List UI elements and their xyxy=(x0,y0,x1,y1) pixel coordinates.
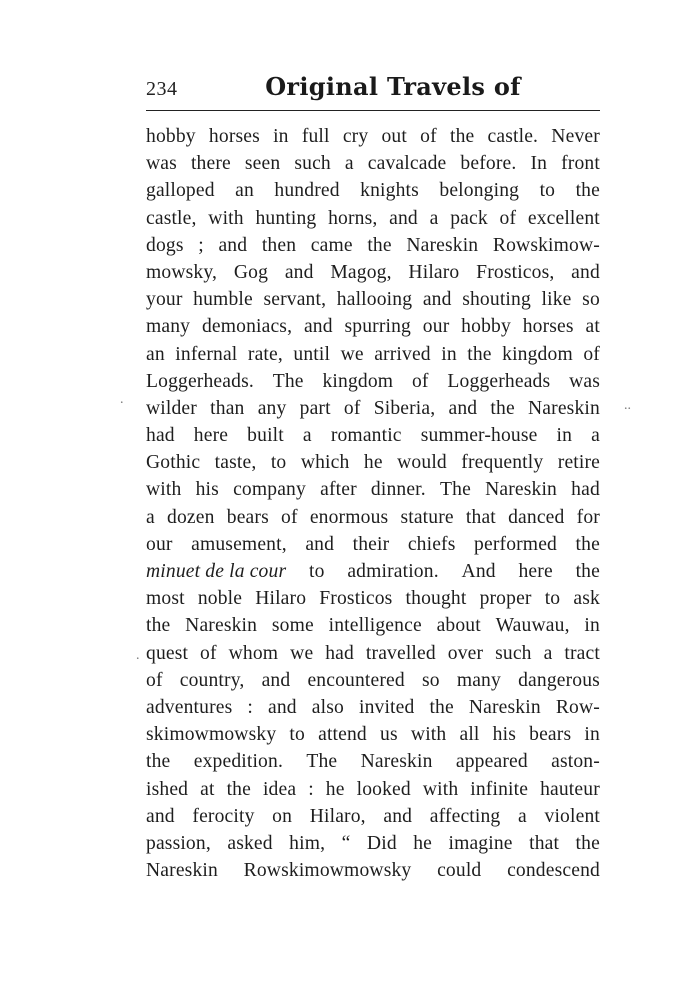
word: Magog, xyxy=(330,261,392,283)
word: some xyxy=(271,615,314,637)
word: the xyxy=(490,397,515,419)
word: dogs xyxy=(146,234,184,256)
word: and xyxy=(571,261,600,283)
word: of xyxy=(499,207,517,229)
word: we xyxy=(290,642,314,664)
word: that xyxy=(529,832,560,854)
word: of xyxy=(411,370,429,392)
word: and xyxy=(383,805,413,827)
word: idea xyxy=(262,778,297,800)
body-text xyxy=(146,123,600,884)
word: our xyxy=(422,316,450,338)
word: here xyxy=(193,425,229,447)
word: any xyxy=(257,397,287,419)
word: asked xyxy=(227,832,273,854)
word: looked xyxy=(356,778,411,800)
word: of xyxy=(146,669,163,691)
word: front xyxy=(561,153,600,175)
word: Row- xyxy=(555,696,600,718)
text-line xyxy=(146,150,600,177)
word: could xyxy=(437,860,482,882)
word: dinner. xyxy=(370,479,426,501)
word: Wauwau, xyxy=(495,615,570,637)
word: seen xyxy=(244,153,281,175)
word: ferocity xyxy=(192,805,255,827)
word: excellent xyxy=(527,207,600,229)
word: of xyxy=(200,642,217,664)
word: Hilaro xyxy=(255,588,307,610)
word: like xyxy=(541,289,572,311)
word: The xyxy=(272,370,304,392)
word: with xyxy=(410,724,447,746)
running-head xyxy=(146,72,600,106)
word: chiefs xyxy=(407,533,456,555)
word: dangerous xyxy=(518,669,600,691)
word: and xyxy=(303,316,333,338)
word: noble xyxy=(197,588,243,610)
text-line xyxy=(146,313,600,340)
word: danced xyxy=(508,506,565,528)
word: tract xyxy=(564,642,600,664)
word: stature xyxy=(400,506,454,528)
text-line xyxy=(146,341,600,368)
text-line xyxy=(146,640,600,667)
word: Nareskin xyxy=(528,397,600,419)
word: for xyxy=(576,506,600,528)
word: the xyxy=(575,180,600,202)
word: many xyxy=(456,669,501,691)
italic-phrase: minuet de la cour xyxy=(146,561,287,582)
word: came xyxy=(310,234,353,256)
text-line xyxy=(146,857,600,884)
word: than xyxy=(210,397,245,419)
text-line xyxy=(146,232,600,259)
word: aston- xyxy=(551,751,600,773)
word: condescend xyxy=(507,860,600,882)
word: Did xyxy=(366,832,397,854)
word: a xyxy=(429,207,439,229)
word: out xyxy=(381,126,407,147)
word: a xyxy=(591,425,600,447)
word: to xyxy=(309,561,325,582)
word: had xyxy=(325,642,354,664)
word: Hilaro, xyxy=(309,805,366,827)
word: Never xyxy=(551,126,600,147)
text-line xyxy=(146,803,600,830)
word: Hilaro xyxy=(408,261,460,283)
word: taste, xyxy=(214,452,257,474)
word: in xyxy=(584,615,600,637)
word: in xyxy=(584,724,600,746)
margin-speck: . xyxy=(120,392,124,407)
word: hundred xyxy=(274,180,340,202)
word: And xyxy=(461,561,496,582)
word: he xyxy=(413,832,433,854)
word: appeared xyxy=(455,751,528,773)
word: ask xyxy=(573,588,600,610)
word: Loggerheads. xyxy=(146,370,254,392)
word: which xyxy=(300,452,350,474)
word: expedition. xyxy=(193,751,283,773)
word: about xyxy=(436,615,481,637)
word: intelligence xyxy=(328,615,422,637)
word: after xyxy=(320,479,357,501)
word: a xyxy=(518,805,527,827)
word: Siberia, xyxy=(373,397,436,419)
word: bears xyxy=(529,724,572,746)
word: us xyxy=(380,724,398,746)
word: company xyxy=(233,479,306,501)
word: quest xyxy=(146,642,189,664)
text-line xyxy=(146,205,600,232)
word: dozen xyxy=(167,506,215,528)
word: his xyxy=(195,479,219,501)
word: proper xyxy=(479,588,532,610)
word: kingdom xyxy=(322,370,394,392)
word: the xyxy=(146,615,171,637)
word: invited xyxy=(358,696,415,718)
word: would xyxy=(397,452,447,474)
word: hobby xyxy=(461,316,511,338)
text-line xyxy=(146,694,600,721)
word: passion, xyxy=(146,832,211,854)
word: that xyxy=(465,506,496,528)
text-line xyxy=(146,667,600,694)
word: Gothic xyxy=(146,452,201,474)
word: admiration. xyxy=(347,561,439,582)
word: whom xyxy=(228,642,279,664)
word: with xyxy=(208,207,244,229)
word: the xyxy=(367,234,392,256)
word: Loggerheads xyxy=(447,370,551,392)
word: of xyxy=(583,343,600,365)
word: amusement, xyxy=(191,533,287,555)
word: here xyxy=(518,561,553,582)
text-line xyxy=(146,830,600,857)
word: horses xyxy=(522,316,574,338)
word: affecting xyxy=(429,805,501,827)
word: until xyxy=(293,343,331,365)
word: and xyxy=(218,234,248,256)
word: then xyxy=(261,234,297,256)
text-line xyxy=(146,449,600,476)
word: Nareskin xyxy=(146,860,218,882)
word: cavalcade xyxy=(367,153,447,175)
word: wilder xyxy=(146,397,197,419)
word: to xyxy=(289,724,305,746)
word: knights xyxy=(360,180,419,202)
word: in xyxy=(556,425,573,447)
word: thought xyxy=(405,588,467,610)
word: before. xyxy=(460,153,517,175)
word: had xyxy=(146,425,175,447)
word: Rowskimow- xyxy=(492,234,600,256)
word: with xyxy=(146,479,182,501)
text-line xyxy=(146,476,600,503)
word: castle. xyxy=(487,126,539,147)
word: encountered xyxy=(307,669,405,691)
word: had xyxy=(571,479,600,501)
word: infinite xyxy=(470,778,529,800)
word: to xyxy=(270,452,287,474)
page-number: 234 xyxy=(146,78,178,100)
word: enormous xyxy=(309,506,389,528)
word: Nareskin xyxy=(468,696,541,718)
word: full xyxy=(301,126,330,147)
text-line xyxy=(146,259,600,286)
word: hallooing xyxy=(336,289,413,311)
word: many xyxy=(146,316,191,338)
word: The xyxy=(306,751,338,773)
word: also xyxy=(311,696,344,718)
margin-speck: . xyxy=(136,648,140,663)
text-line xyxy=(146,748,600,775)
word: an xyxy=(146,343,165,365)
word: so xyxy=(421,669,440,691)
word: their xyxy=(352,533,390,555)
word: demoniacs, xyxy=(201,316,293,338)
word: servant, xyxy=(263,289,327,311)
word: horses xyxy=(208,126,260,147)
word: of xyxy=(281,506,298,528)
word: Nareskin xyxy=(485,479,558,501)
word: a xyxy=(302,425,312,447)
word: and xyxy=(284,261,314,283)
word: spurring xyxy=(344,316,411,338)
word: attend xyxy=(318,724,367,746)
word: ; xyxy=(198,234,204,256)
word: our xyxy=(146,533,173,555)
word: frequently xyxy=(461,452,544,474)
word: cry xyxy=(342,126,369,147)
word: belonging xyxy=(439,180,520,202)
word: and xyxy=(146,805,175,827)
word: : xyxy=(308,778,314,800)
text-line xyxy=(146,531,600,558)
word: summer-house xyxy=(420,425,538,447)
word: “ xyxy=(341,832,351,854)
text-line xyxy=(146,612,600,639)
word: was xyxy=(569,370,600,392)
word: built xyxy=(247,425,284,447)
word: Nareskin xyxy=(360,751,433,773)
word: The xyxy=(440,479,471,501)
word: an xyxy=(235,180,254,202)
word: at xyxy=(200,778,215,800)
text-line xyxy=(146,585,600,612)
text-line xyxy=(146,422,600,449)
word: hauteur xyxy=(540,778,600,800)
word: Frosticos xyxy=(319,588,393,610)
word: infernal xyxy=(175,343,238,365)
word: and xyxy=(261,669,291,691)
word: so xyxy=(582,289,600,311)
word: ished xyxy=(146,778,189,800)
word: hobby xyxy=(146,126,196,147)
word: a xyxy=(543,642,553,664)
word: pack xyxy=(450,207,488,229)
word: at xyxy=(585,316,600,338)
word: to xyxy=(544,588,561,610)
word: such xyxy=(495,642,532,664)
text-line xyxy=(146,368,600,395)
word: the xyxy=(575,533,600,555)
text-line xyxy=(146,721,600,748)
word: with xyxy=(422,778,459,800)
text-line xyxy=(146,177,600,204)
word: your xyxy=(146,289,183,311)
word: shouting xyxy=(462,289,531,311)
word: in xyxy=(273,126,289,147)
word: he xyxy=(363,452,383,474)
word: performed xyxy=(474,533,557,555)
word: country, xyxy=(179,669,245,691)
word: In xyxy=(530,153,548,175)
text-line xyxy=(146,395,600,422)
word: romantic xyxy=(330,425,402,447)
word: there xyxy=(190,153,231,175)
word: adventures xyxy=(146,696,233,718)
word: most xyxy=(146,588,185,610)
word: of xyxy=(343,397,361,419)
word: and xyxy=(305,533,335,555)
word: the xyxy=(575,832,600,854)
word: Frosticos, xyxy=(476,261,555,283)
word: all xyxy=(459,724,480,746)
word: humble xyxy=(193,289,253,311)
word: and xyxy=(422,289,452,311)
word: Rowskimowmowsky xyxy=(243,860,412,882)
word: the xyxy=(226,778,251,800)
word: galloped xyxy=(146,180,215,202)
word: mowsky, xyxy=(146,261,218,283)
word: the xyxy=(146,751,171,773)
word: he xyxy=(325,778,345,800)
word: skimowmowsky xyxy=(146,724,277,746)
word: horns, xyxy=(328,207,378,229)
word: rate, xyxy=(247,343,283,365)
word: the xyxy=(449,126,475,147)
word: and xyxy=(268,696,297,718)
word: the xyxy=(467,343,492,365)
text-line xyxy=(146,286,600,313)
word: and xyxy=(389,207,418,229)
word: Nareskin xyxy=(406,234,479,256)
word: : xyxy=(247,696,253,718)
word: we xyxy=(340,343,364,365)
word: part xyxy=(299,397,331,419)
text-line xyxy=(146,558,600,585)
text-line xyxy=(146,504,600,531)
text-line xyxy=(146,123,600,150)
word: such xyxy=(294,153,331,175)
word: the xyxy=(429,696,454,718)
text-line xyxy=(146,776,600,803)
word: kingdom xyxy=(502,343,573,365)
word: imagine xyxy=(448,832,513,854)
word: his xyxy=(492,724,516,746)
word: violent xyxy=(544,805,600,827)
word: was xyxy=(146,153,177,175)
running-title: Original Travels of xyxy=(265,72,521,101)
word: of xyxy=(420,126,437,147)
word: and xyxy=(448,397,478,419)
word: on xyxy=(272,805,293,827)
word: over xyxy=(447,642,484,664)
word: bears xyxy=(226,506,269,528)
word: to xyxy=(539,180,556,202)
word: him, xyxy=(289,832,326,854)
word: in xyxy=(441,343,457,365)
word: Gog xyxy=(233,261,269,283)
word: hunting xyxy=(255,207,317,229)
margin-speck: .. xyxy=(624,398,631,413)
word: retire xyxy=(557,452,600,474)
header-rule xyxy=(146,110,600,111)
word: a xyxy=(146,506,155,528)
word: the xyxy=(575,561,600,582)
word: arrived xyxy=(374,343,431,365)
word: Nareskin xyxy=(185,615,258,637)
word: travelled xyxy=(365,642,436,664)
word: castle, xyxy=(146,207,197,229)
word: a xyxy=(344,153,354,175)
